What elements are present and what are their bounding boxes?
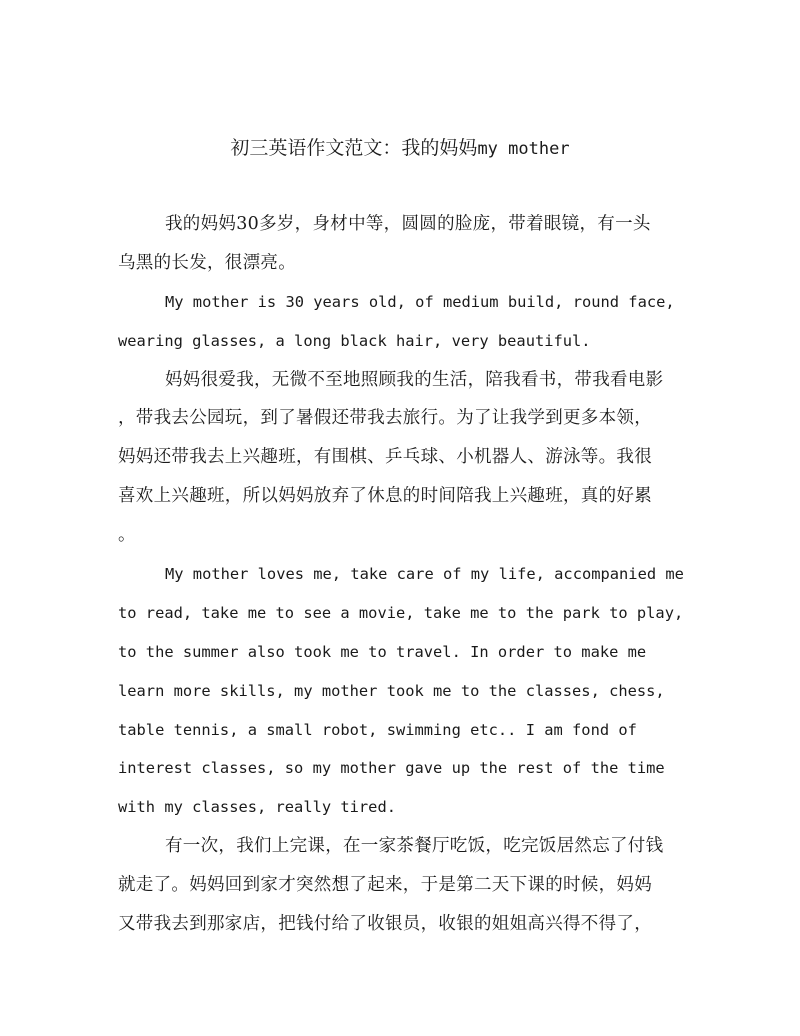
text-line: 我的妈妈30多岁，身材中等，圆圆的脸庞，带着眼镜，有一头 — [165, 214, 651, 234]
text-line: 乌黑的长发，很漂亮。 — [118, 252, 296, 273]
title-chinese: 初三英语作文范文：我的妈妈 — [230, 137, 478, 159]
text-line: 就走了。妈妈回到家才突然想了起来，于是第二天下课的时候，妈妈 — [118, 875, 652, 896]
page-title — [0, 134, 800, 163]
paragraph-4 — [118, 555, 684, 827]
text-line: learn more skills, my mother took me to the classes, chess, — [118, 681, 665, 700]
text-line: My mother loves me, take care of my life, accompanied me — [165, 565, 684, 584]
paragraph-1 — [118, 205, 684, 283]
text-line: ，带我去公园玩，到了暑假还带我去旅行。为了让我学到更多本领， — [118, 408, 652, 429]
article-body — [118, 205, 684, 944]
paragraph-3 — [118, 361, 684, 555]
text-line: My mother is 30 years old, of medium build, round face, — [165, 292, 675, 311]
text-line: with my classes, really tired. — [118, 798, 396, 817]
text-line: interest classes, so my mother gave up the rest of the time — [118, 759, 665, 778]
text-line: 妈妈还带我去上兴趣班，有围棋、乒乓球、小机器人、游泳等。我很 — [118, 447, 652, 468]
text-line: 。 — [118, 525, 136, 546]
text-line: 妈妈很爱我，无微不至地照顾我的生活，陪我看书，带我看电影 — [165, 369, 664, 390]
text-line: to read, take me to see a movie, take me to the park to play, — [118, 603, 684, 622]
text-line: 又带我去到那家店，把钱付给了收银员，收银的姐姐高兴得不得了， — [118, 914, 652, 935]
text-line: 有一次，我们上完课，在一家茶餐厅吃饭，吃完饭居然忘了付钱 — [165, 836, 664, 857]
text-line: table tennis, a small robot, swimming etc.. I am fond of — [118, 720, 637, 739]
text-line: 喜欢上兴趣班，所以妈妈放弃了休息的时间陪我上兴趣班，真的好累 — [118, 486, 652, 507]
paragraph-2 — [118, 283, 684, 361]
title-english: my mother — [477, 139, 570, 159]
text-line: wearing glasses, a long black hair, very beautiful. — [118, 331, 591, 350]
text-line: to the summer also took me to travel. In order to make me — [118, 642, 647, 661]
paragraph-5 — [118, 827, 684, 944]
